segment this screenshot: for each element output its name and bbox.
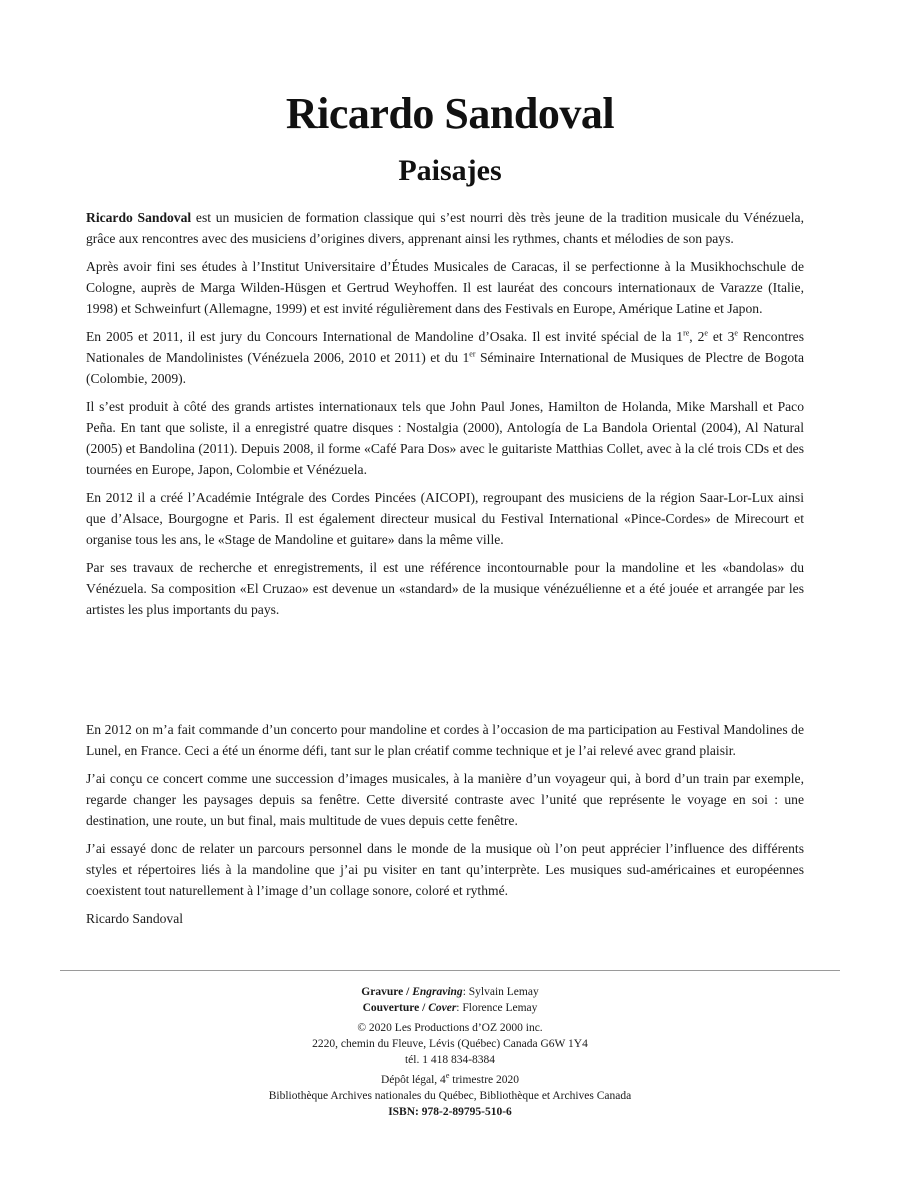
- isbn: ISBN: 978-2-89795-510-6: [388, 1106, 512, 1118]
- bio-p3-part-b: , 2: [689, 329, 705, 344]
- note-signature: Ricardo Sandoval: [86, 911, 184, 926]
- page-subtitle: Paisajes: [398, 154, 502, 187]
- cover-credit: [0, 1000, 900, 1016]
- engraving-credit: [0, 984, 900, 1000]
- bio-paragraph-2: Après avoir fini ses études à l’Institut Universitaire d’Études Musicales de Caracas, il se perfectionne à la Musikhochschule de Cologne, auprès de Marga Wilden-Hüsgen et Gertrud Weyhoffen. Il est lauréat des concours internationaux de Varazze (Italie, 1998) et Schweinfurt (Allemagne, 1999) et est invité régulièrement dans des Festivals en Europe, Amérique Latine et Japon.: [86, 259, 804, 316]
- colophon: [0, 984, 900, 1120]
- bio-p3-sup-3: e: [734, 328, 738, 338]
- page-title: Ricardo Sandoval: [285, 89, 615, 138]
- note-paragraph-2: J’ai conçu ce concert comme une succession d’images musicales, à la manière d’un voyageur qui, à bord d’un train par exemple, regarde changer les paysages depuis sa fenêtre. Cette diversité contraste avec l’unité que représente le voyage en soi : une destination, une route, un but final, mais multitude de vues depuis cette fenêtre.: [86, 771, 804, 828]
- bio-paragraph-4: Il s’est produit à côté des grands artistes internationaux tels que John Paul Jones, Hamilton de Holanda, Mike Marshall et Paco Peña. En tant que soliste, il a enregistré quatre disques : Nostalgia (2000), Antología de La Bandola Oriental (2004), Al Natural (2005) et Bandolina (2011). Depuis 2008, il forme «Café Para Dos» avec le guitariste Matthias Collet, avec à la clé trois CDs et des tournées en Europe, Japon, Colombie et Vénézuela.: [86, 399, 804, 477]
- engraving-label: Gravure / Engraving: [361, 986, 463, 998]
- bio-paragraph-6: Par ses travaux de recherche et enregistrements, il est une référence incontournable pour la mandoline et les «bandolas» du Vénézuela. Sa composition «El Cruzao» est devenue un «standard» de la musique vénézuélienne et a été jouée et arrangée par les artistes les plus importants du pays.: [86, 560, 804, 617]
- bio-paragraph-1: [86, 207, 804, 249]
- publisher-address: 2220, chemin du Fleuve, Lévis (Québec) Canada G6W 1Y4: [312, 1038, 588, 1050]
- bio-paragraph-1-text: est un musicien de formation classique qui s’est nourri dès très jeune de la tradition musicale du Vénézuela, grâce aux rencontres avec des musiciens d’origines divers, apprenant ainsi les rythmes, chants et mélodies de son pays.: [86, 210, 804, 246]
- bio-p3-sup-4: er: [469, 349, 476, 359]
- bio-paragraph-5: En 2012 il a créé l’Académie Intégrale des Cordes Pincées (AICOPI), regroupant des musiciens de la région Saar-Lor-Lux ainsi que d’Alsace, Bourgogne et Paris. Il est également directeur musical du Festival International «Pince-Cordes» de Mirecourt et organise tous les ans, le «Stage de Mandoline et guitare» dans la même ville.: [86, 490, 804, 547]
- bio-artist-name: Ricardo Sandoval: [86, 210, 192, 225]
- note-paragraph-1: En 2012 on m’a fait commande d’un concerto pour mandoline et cordes à l’occasion de ma participation au Festival Mandolines de Lunel, en France. Ceci a été un énorme défi, tant sur le plan créatif comme technique et je l’ai relevé avec grand plaisir.: [86, 722, 804, 758]
- separator-line: [60, 970, 840, 971]
- bio-p3-sup-1: re: [683, 328, 690, 338]
- note-paragraph-3: J’ai essayé donc de relater un parcours personnel dans le monde de la musique où l’on peut apprécier l’influence des différents styles et répertoires liés à la mandoline que j’ai pu visiter en tant qu’interprète. Les musiques sud-américaines et européennes coexistent tout naturellement à l’image d’un collage sonore, coloré et rythmé.: [86, 841, 804, 898]
- publisher-phone: tél. 1 418 834-8384: [404, 1054, 496, 1066]
- bio-p3-part-e: Séminaire International de Musiques de Plectre de Bogota (Colombie, 2009).: [86, 350, 804, 386]
- bio-p3-part-a: En 2005 et 2011, il est jury du Concours International de Mandoline d’Osaka. Il est invité spécial de la 1: [86, 329, 684, 344]
- composer-note-section: [86, 719, 804, 936]
- copyright-line: © 2020 Les Productions d’OZ 2000 inc.: [357, 1022, 543, 1034]
- biography-section: [86, 207, 804, 627]
- cover-label: Couverture / Cover: [362, 1002, 457, 1014]
- library-line: Bibliothèque Archives nationales du Québec, Bibliothèque et Archives Canada: [268, 1090, 632, 1102]
- engraving-value: : Sylvain Lemay: [462, 986, 539, 998]
- bio-paragraph-3: [86, 326, 804, 389]
- bio-p3-part-c: et 3: [707, 329, 735, 344]
- cover-value: : Florence Lemay: [456, 1002, 538, 1014]
- legal-deposit: Dépôt légal, 4e trimestre 2020: [380, 1071, 519, 1086]
- bio-p3-part-d: Rencontres Nationales de Mandolinistes (Vénézuela 2006, 2010 et 2011) et du 1: [86, 329, 804, 365]
- bio-p3-sup-2: e: [704, 328, 708, 338]
